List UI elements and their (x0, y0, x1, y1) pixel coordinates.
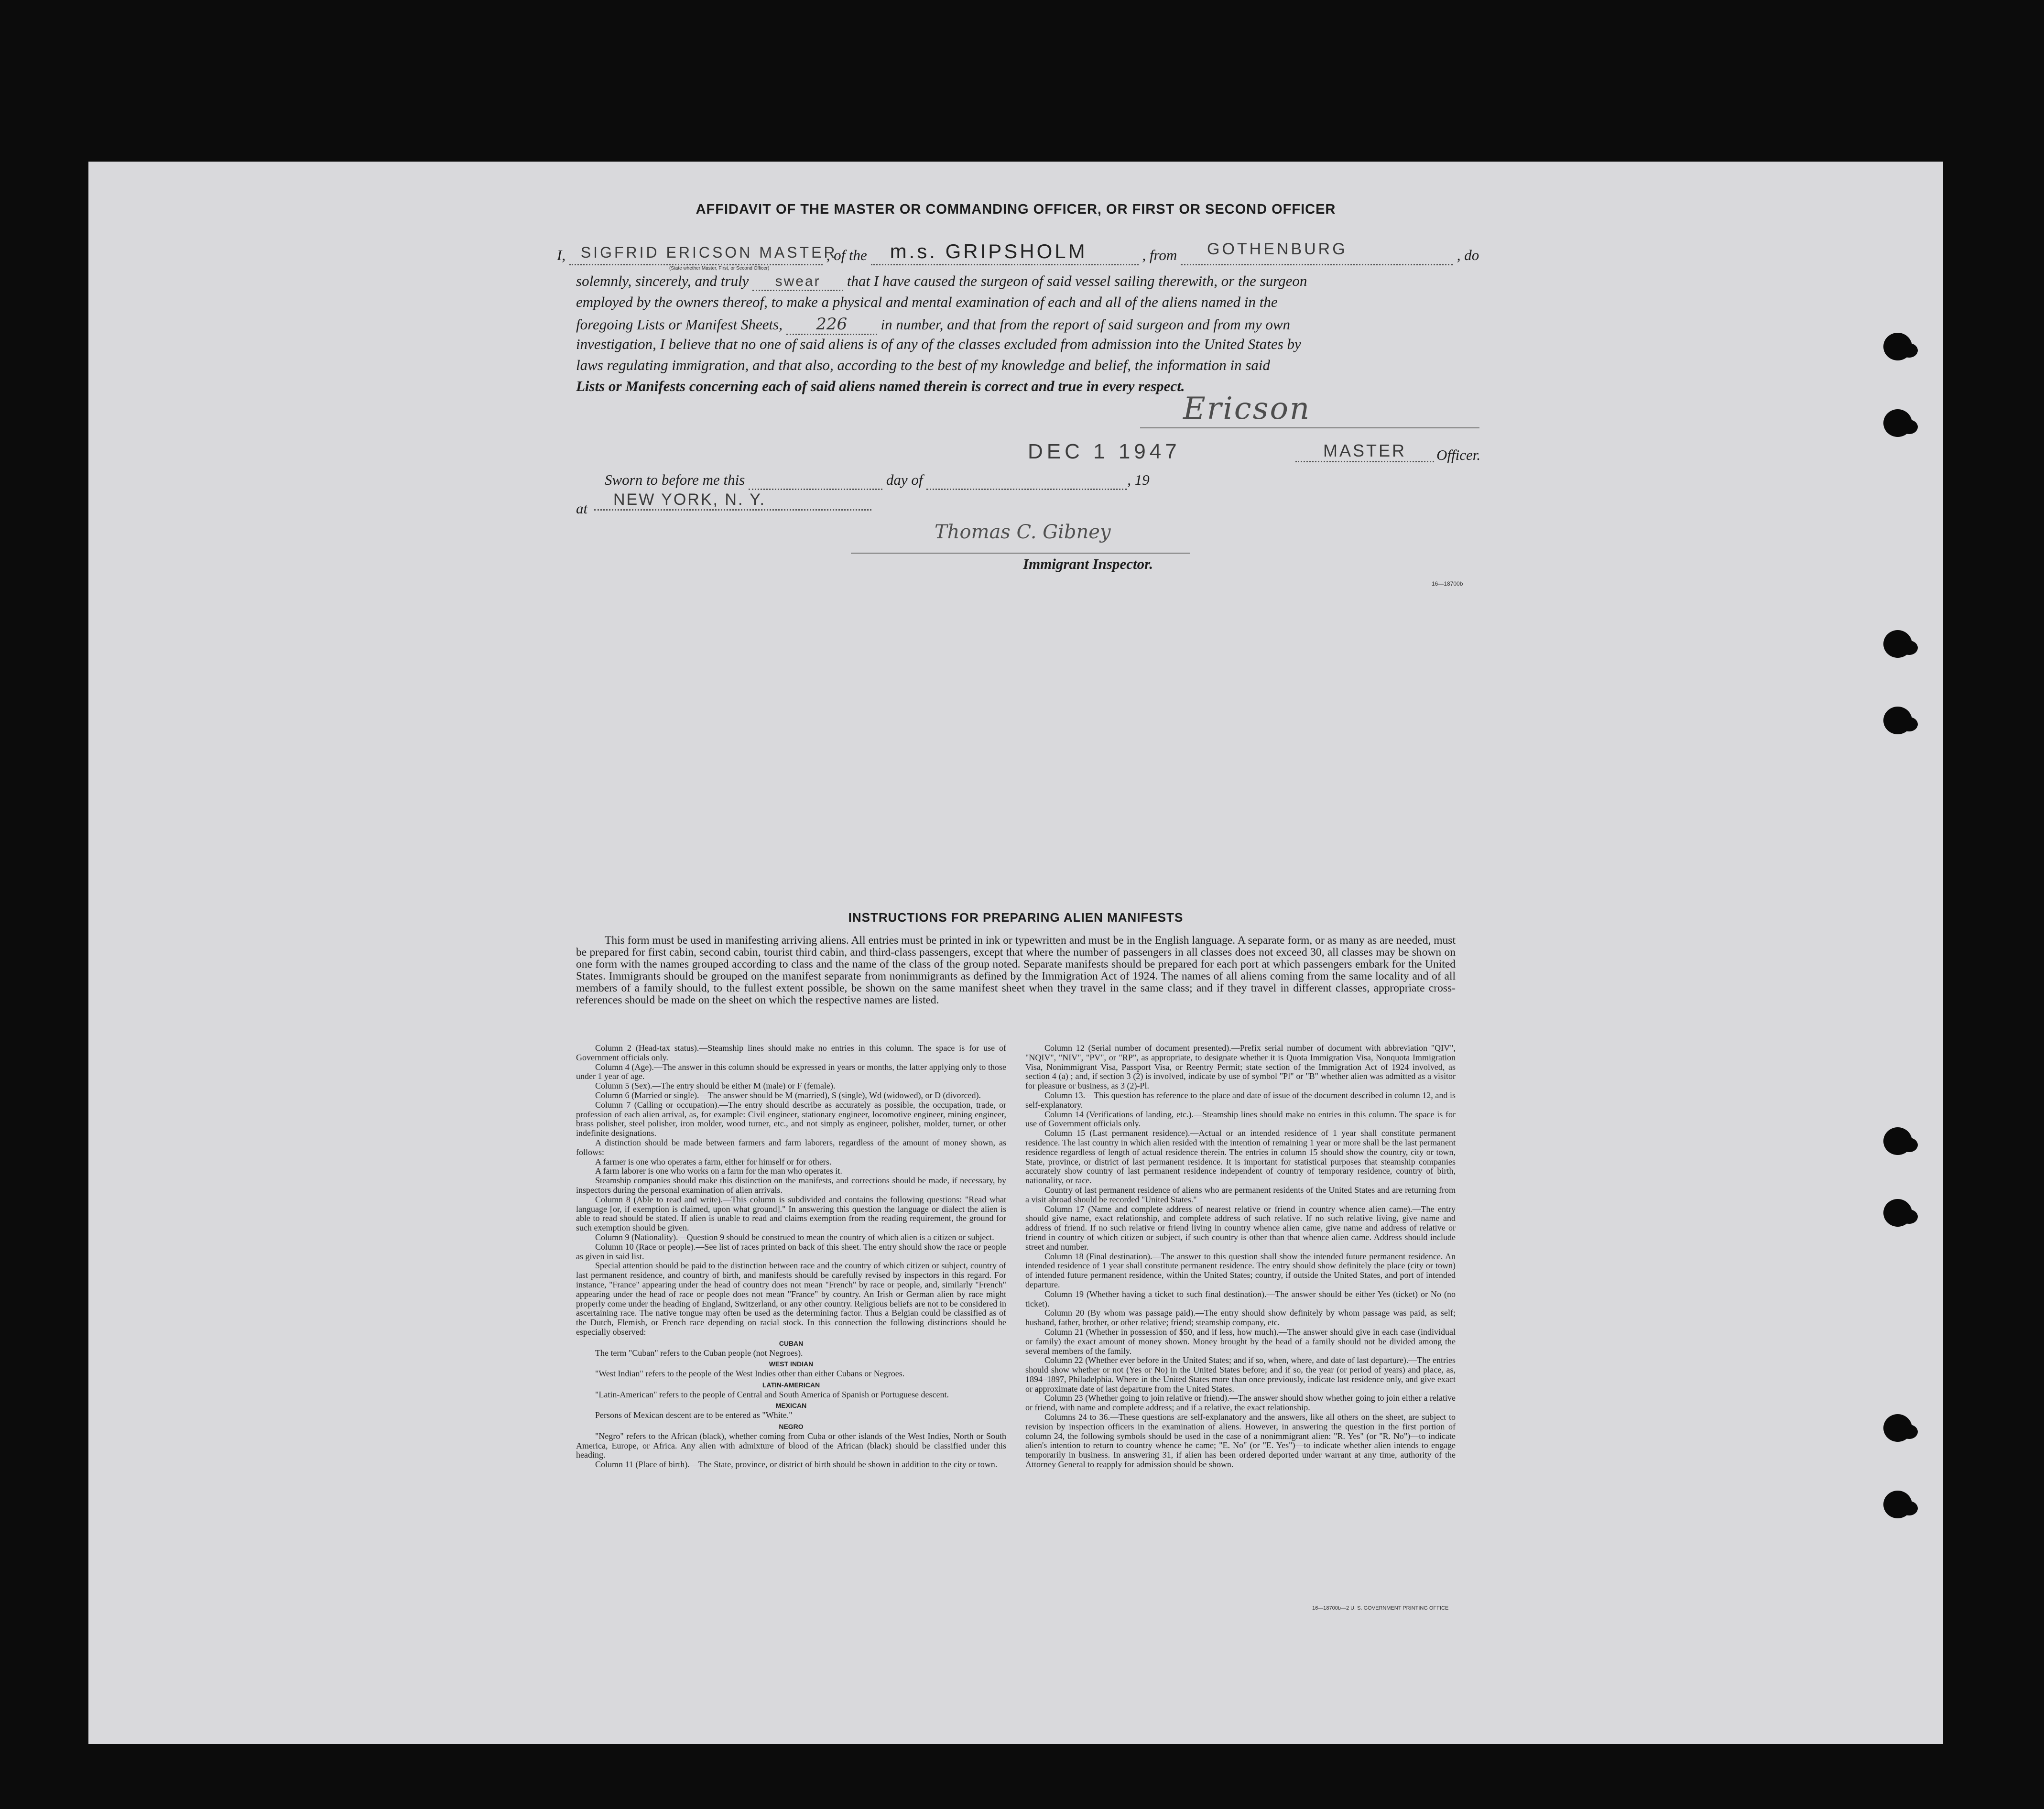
instruction-paragraph: Column 14 (Verifications of landing, etc.).—Steamship lines should make no entries in this column. The space is for use of Government officials only. (1025, 1109, 1456, 1129)
instruction-paragraph: Persons of Mexican descent are to be entered as "White." (595, 1410, 793, 1420)
race-heading: LATIN-AMERICAN (762, 1381, 820, 1389)
sworn-day-blank (749, 471, 882, 490)
instruction-paragraph: A distinction should be made between farmers and farm laborers, regardless of the amount of money shown, as follows: (576, 1137, 1006, 1157)
instruction-paragraph: Special attention should be paid to the distinction between race and the country of which citizen or subject, country of last permanent residence, and country of birth, and manifests should be carefully revised by inspectors in this regard. For instance, "France" appearing under the head of country does not mean "French" by race or people, and, similarly "French" appearing under the head of race or people does not mean "France" by country. An Irish or German alien by race might properly come under the heading of England, Switzerland, or any other country. Religious beliefs are not to be considered in ascertaining race. The native tongue may often be used as the determining factor. Thus a Belgian could be classified as of the Dutch, Flemish, or French race depending on racial stock. In this connection the following distinctions should be especially observed: (576, 1261, 1006, 1337)
punch-hole (1883, 1414, 1912, 1442)
location: NEW YORK, N. Y. (613, 490, 766, 509)
instruction-paragraph: Column 8 (Able to read and write).—This column is subdivided and contains the following questions: "Read what language [or, if exemption is claimed, upon what ground]." In answering this question the language or dialect the alien is able to read should be stated. If alien is unable to read and claims exemption from the reading requirement, the ground for such exemption should be given. (576, 1194, 1006, 1233)
oath-word: swear (775, 273, 821, 289)
instruction-paragraph: Column 13.—This question has reference to the place and date of issue of the document described in column 12, and is self-explanatory. (1025, 1090, 1456, 1110)
inspector-signature: Thomas C. Gibney (935, 521, 1111, 543)
affidavit-line-3: employed by the owners thereof, to make a physical and mental examination of each and all of the aliens named in the (576, 294, 1278, 310)
punch-hole (1883, 707, 1912, 734)
form-code: 16—18700b (1432, 580, 1463, 587)
race-heading: CUBAN (779, 1339, 804, 1347)
affidavit-title: AFFIDAVIT OF THE MASTER OR COMMANDING OFFICER, OR FIRST OR SECOND OFFICER (696, 202, 1336, 217)
inspector-label: Immigrant Inspector. (1023, 556, 1153, 572)
officer-title: MASTER (1323, 441, 1406, 460)
instructions-right-column (1025, 1044, 1456, 1470)
instructions-title: INSTRUCTIONS FOR PREPARING ALIEN MANIFESTS (848, 910, 1184, 925)
instruction-paragraph: Column 12 (Serial number of document presented).—Prefix serial number of document with abbreviation "QIV", "NQIV", "NIV", "PV", or "RP", as appropriate, to designate whether it is Quota Immigration Visa, Nonquota Immigration Visa, Nonimmigrant Visa, Passport Visa, or Reentry Permit; state section of the Immigration Act of 1924 involved, as section 4 (a) ; and, if section 3 (2) is involved, indicate by use of symbol "Pl" or "B" whether alien was admitted as a visitor for pleasure or business, as 3 (2)-Pl. (1025, 1043, 1456, 1091)
printing-footer: 16—18700b—2 U. S. GOVERNMENT PRINTING OFFICE (1312, 1605, 1449, 1611)
race-heading: MEXICAN (775, 1402, 807, 1410)
master-name-blank (569, 244, 837, 265)
affidavit-do: , do (1457, 247, 1479, 263)
affidavit-line-7: Lists or Manifests concerning each of said aliens named therein is correct and true in every respect. (576, 378, 1185, 394)
affidavit-line-4: foregoing Lists or Manifest Sheets, 226 in number, and that from the report of said surgeon and from my own (576, 315, 1290, 335)
affidavit-line-2: solemnly, sincerely, and truly swear that I have caused the surgeon of said vessel sailing therewith, or the surgeon (576, 272, 1307, 291)
instruction-paragraph: Column 23 (Whether going to join relative or friend).—The answer should show whether going to join either a relative or friend, with name and complete address; and if a relative, the exact relationship. (1025, 1393, 1456, 1413)
instruction-paragraph: Column 22 (Whether ever before in the United States; and if so, when, where, and date of last departure).—The entries should show whether or not (Yes or No) in the United States before; and if so, the year (or period of years) and place, as, 1894–1897, Philadelphia. Where in the United States more than once previously, indicate last residence only, and give exact or approximate date of last departure from the United States. (1025, 1355, 1456, 1394)
instruction-paragraph: Columns 24 to 36.—These questions are self-explanatory and the answers, like all others on the sheet, are subject to revision by inspection officers in the examination of aliens. However, in answering the question in the first portion of column 24, the following symbols should be used in the case of a nonimmigrant alien: "R. Yes" (or "R. No")—to indicate alien's intention to return to country whence he came; "E. No" (or "E. Yes")—to indicate whether alien intends to engage temporarily in business. In answering 31, if alien has been ordered deported under warrant at any time, authority of the Attorney General to reapply for admission should be shown. (1025, 1412, 1456, 1470)
oath-word-blank (752, 272, 843, 291)
ship-name-blank (871, 240, 1139, 265)
instruction-paragraph: Column 4 (Age).—The answer in this column should be expressed in years or months, the latter applying only to those under 1 year of age. (576, 1062, 1006, 1081)
instruction-paragraph: Column 11 (Place of birth).—The State, province, or district of birth should be shown in addition to the city or town. (595, 1460, 998, 1470)
instruction-paragraph: "Negro" refers to the African (black), whether coming from Cuba or other islands of the West Indies, North or South America, Europe, or Africa. Any alien with admixture of blood of the African (black) should be classified under this heading. (576, 1431, 1006, 1460)
instructions-left-column (576, 1044, 1006, 1470)
at-label: at (576, 500, 588, 517)
date-stamp: DEC 1 1947 (1028, 440, 1181, 463)
instruction-paragraph: Column 15 (Last permanent residence).—Actual or an intended residence of 1 year shall constitute permanent residence. The last country in which alien resided with the intention of remaining 1 year or more shall be the last permanent residence regardless of length of actual residence therein. The entries in column 15 should show the country, city or town, State, province, or district of last permanent residence. It is important for statistical purposes that steamship companies accurately show country of last permanent residence independent of country of temporary residence, country of birth, nationality, or race. (1025, 1128, 1456, 1186)
instruction-paragraph: Column 7 (Calling or occupation).—The entry should describe as accurately as possible, the occupation, trade, or profession of each alien arrival, as, for example: Civil engineer, stationary engineer, locomotive engineer, mining engineer, brass polisher, steel polisher, iron molder, wood turner, etc., and not simply as engineer, polisher, molder, turner, or other indefinite designations. (576, 1100, 1006, 1138)
instruction-paragraph: A farm laborer is one who works on a farm for the man who operates it. (595, 1166, 842, 1176)
instruction-paragraph: Steamship companies should make this distinction on the manifests, and corrections should be made, if necessary, by inspectors during the personal examination of alien arrivals. (576, 1176, 1006, 1195)
port-name: GOTHENBURG (1207, 240, 1348, 258)
year-label: , 19 (1127, 471, 1150, 488)
affidavit-line-6: laws regulating immigration, and that also, according to the best of my knowledge and belief, the information in said (576, 357, 1271, 373)
master-signature: Ericson (1183, 391, 1311, 426)
affidavit-line-5: investigation, I believe that no one of said aliens is of any of the classes excluded from admission into the United States by (576, 336, 1301, 352)
instruction-paragraph: Country of last permanent residence of aliens who are permanent residents of the United States and are returning from a visit abroad should be recorded "United States." (1025, 1185, 1456, 1204)
instruction-paragraph: Column 9 (Nationality).—Question 9 should be construed to mean the country of which alien is a citizen or subject. (595, 1232, 994, 1242)
punch-hole (1883, 1199, 1912, 1227)
officer-label: Officer. (1436, 447, 1481, 463)
sheet-count-blank (786, 315, 877, 335)
location-blank (594, 490, 871, 511)
inspector-line (851, 553, 1190, 554)
day-of-label: day of (886, 471, 923, 488)
instruction-paragraph: Column 17 (Name and complete address of nearest relative or friend in country whence alien came).—The entry should give name, exact relationship, and complete address of such relative. If no such relative living, give name and address of friend. If no such relative or friend living in country whence alien came, give name and address of relative or friend in country of which citizen or subject, if such country is other than that whence alien came. Address should include street and number. (1025, 1204, 1456, 1252)
punch-hole (1883, 630, 1912, 658)
instruction-paragraph: The term "Cuban" refers to the Cuban people (not Negroes). (595, 1348, 803, 1358)
race-heading: WEST INDIAN (769, 1360, 814, 1368)
instruction-paragraph: Column 18 (Final destination).—The answer to this question shall show the intended future permanent residence. An intended residence of 1 year shall constitute permanent residence. The entry should show definitely the place (city or town) of intended future permanent residence, within the United States; country, if outside the United States, and port of intended departure. (1025, 1251, 1456, 1289)
officer-title-blank (1295, 441, 1434, 462)
sworn-month-blank (926, 471, 1127, 490)
punch-hole (1883, 1491, 1912, 1518)
sheet-count: 226 (816, 315, 848, 334)
signature-line (1140, 427, 1479, 428)
sworn-label: Sworn to before me this (605, 471, 745, 488)
instruction-paragraph: Column 2 (Head-tax status).—Steamship lines should make no entries in this column. The space is for use of Government officials only. (576, 1043, 1006, 1062)
punch-hole (1883, 409, 1912, 437)
race-heading: NEGRO (779, 1423, 804, 1431)
port-blank (1181, 240, 1453, 265)
instruction-paragraph: Column 6 (Married or single).—The answer should be M (married), S (single), Wd (widowed), or D (divorced). (595, 1090, 981, 1100)
affidavit-of-the: , of the (826, 247, 867, 263)
affidavit-i: I, (557, 247, 566, 263)
instruction-paragraph: A farmer is one who operates a farm, either for himself or for others. (595, 1156, 832, 1166)
sworn-line (605, 471, 1150, 490)
instruction-paragraph: Column 19 (Whether having a ticket to such final destination).—The answer should be either Yes (ticket) or No (no ticket). (1025, 1289, 1456, 1308)
instruction-paragraph: Column 20 (By whom was passage paid).—The entry should show definitely by whom passage was paid, as self; husband, father, brother, or other relative; friend; steamship company, etc. (1025, 1308, 1456, 1328)
instruction-paragraph: "West Indian" refers to the people of the West Indies other than either Cubans or Negroes. (595, 1369, 905, 1379)
instruction-paragraph: Column 5 (Sex).—The entry should be either M (male) or F (female). (595, 1081, 836, 1091)
ship-name: m.s. GRIPSHOLM (890, 240, 1087, 262)
instruction-paragraph: Column 21 (Whether in possession of $50, and if less, how much).—The answer should give in each case (individual or family) the exact amount of money shown. Money brought by the head of a family should not be divided among the several members of the family. (1025, 1327, 1456, 1356)
instruction-paragraph: Column 10 (Race or people).—See list of races printed on back of this sheet. The entry should show the race or people as given in said list. (576, 1242, 1006, 1261)
master-caption: (State whether Master, First, or Second Officer) (669, 266, 770, 271)
affidavit-line-1 (557, 240, 1479, 265)
punch-hole (1883, 333, 1912, 360)
manifest-sheet (88, 162, 1943, 1744)
instruction-paragraph: "Latin-American" refers to the people of Central and South America of Spanish or Portuguese descent. (595, 1389, 949, 1399)
master-name: SIGFRID ERICSON MASTER (580, 244, 837, 261)
instructions-intro: This form must be used in manifesting arriving aliens. All entries must be printed in ink or typewritten and must be in the English language. A separate form, or as many as are needed, must be prepared for first cabin, second cabin, tourist third cabin, and third-class passengers, except that where the number of passengers in all classes does not exceed 30, all classes may be shown on one form with the names grouped according to class and the name of the class of the group noted. Separate manifests should be prepared for each port at which passengers embark for the United States. Immigrants should be grouped on the manifest separate from nonimmigrants as defined by the Immigration Act of 1924. The names of all aliens coming from the same locality and of all members of a family should, to the fullest extent possible, be shown on the same manifest sheet when they travel in the same class; and if they travel in different classes, appropriate cross-references should be made on the sheet on which the respective names are listed. (576, 934, 1456, 1006)
punch-hole (1883, 1127, 1912, 1155)
affidavit-from: , from (1142, 247, 1177, 263)
